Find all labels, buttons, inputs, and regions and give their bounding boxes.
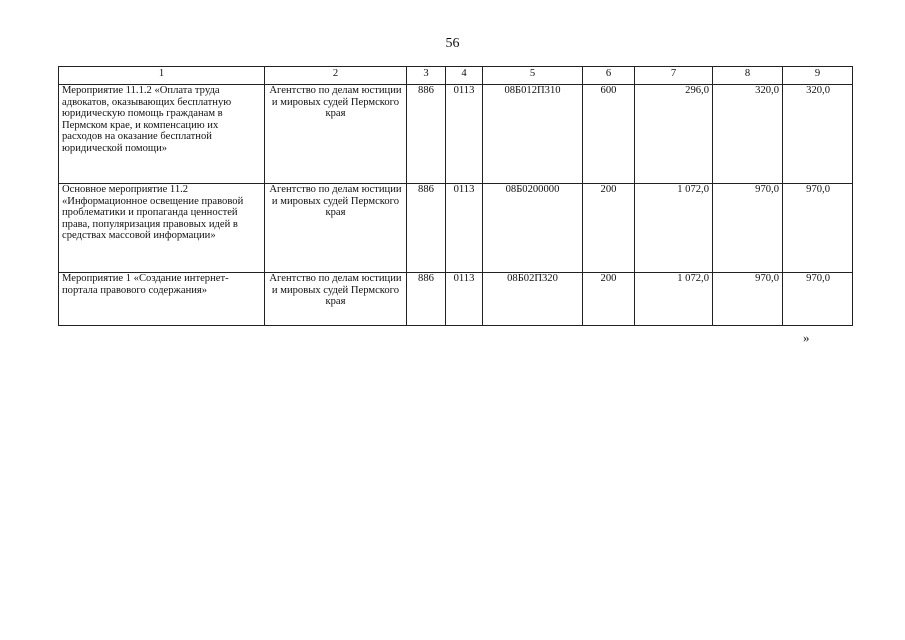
expense-type-cell: 200 — [583, 273, 635, 326]
target-article-cell: 08Б02П320 — [483, 273, 583, 326]
measure-name-cell: Основное мероприятие 11.2 «Информационное освещение правовой проблематики и пропаганда ценностей права, популяризация правовых идей в средствах массовой информации» — [59, 184, 265, 273]
measure-name-cell: Мероприятие 11.1.2 «Оплата труда адвокатов, оказывающих бесплатную юридическую помощь гражданам в Пермском крае, и компенсацию их расходов на оказание бесплатной юридической помощи» — [59, 85, 265, 184]
amount-year2-cell: 970,0 — [713, 184, 783, 273]
amount-year3-cell: 320,0 — [783, 85, 853, 184]
expense-type-cell: 200 — [583, 184, 635, 273]
column-header: 4 — [446, 67, 483, 85]
agency-cell: Агентство по делам юстиции и мировых судей Пермского края — [265, 85, 407, 184]
closing-quote-mark: » — [803, 330, 810, 345]
budget-table — [58, 66, 853, 326]
ministry-code-cell: 886 — [407, 273, 446, 326]
target-article-cell: 08Б012П310 — [483, 85, 583, 184]
section-code-cell: 0113 — [446, 273, 483, 326]
column-header: 5 — [483, 67, 583, 85]
amount-year2-cell: 970,0 — [713, 273, 783, 326]
column-header: 2 — [265, 67, 407, 85]
table-row — [59, 184, 853, 273]
expense-type-cell: 600 — [583, 85, 635, 184]
amount-year3-cell: 970,0 — [783, 273, 853, 326]
amount-year1-cell: 1 072,0 — [635, 184, 713, 273]
measure-name-cell: Мероприятие 1 «Создание интернет-портала правового содержания» — [59, 273, 265, 326]
target-article-cell: 08Б0200000 — [483, 184, 583, 273]
column-header: 3 — [407, 67, 446, 85]
section-code-cell: 0113 — [446, 85, 483, 184]
amount-year1-cell: 296,0 — [635, 85, 713, 184]
column-header: 6 — [583, 67, 635, 85]
column-header: 7 — [635, 67, 713, 85]
table-row — [59, 85, 853, 184]
agency-cell: Агентство по делам юстиции и мировых судей Пермского края — [265, 184, 407, 273]
section-code-cell: 0113 — [446, 184, 483, 273]
amount-year2-cell: 320,0 — [713, 85, 783, 184]
ministry-code-cell: 886 — [407, 85, 446, 184]
amount-year3-cell: 970,0 — [783, 184, 853, 273]
column-header: 1 — [59, 67, 265, 85]
column-header: 9 — [783, 67, 853, 85]
amount-year1-cell: 1 072,0 — [635, 273, 713, 326]
column-header: 8 — [713, 67, 783, 85]
ministry-code-cell: 886 — [407, 184, 446, 273]
page-number: 56 — [445, 36, 460, 51]
table-row — [59, 273, 853, 326]
table-header-row — [59, 67, 853, 85]
agency-cell: Агентство по делам юстиции и мировых судей Пермского края — [265, 273, 407, 326]
